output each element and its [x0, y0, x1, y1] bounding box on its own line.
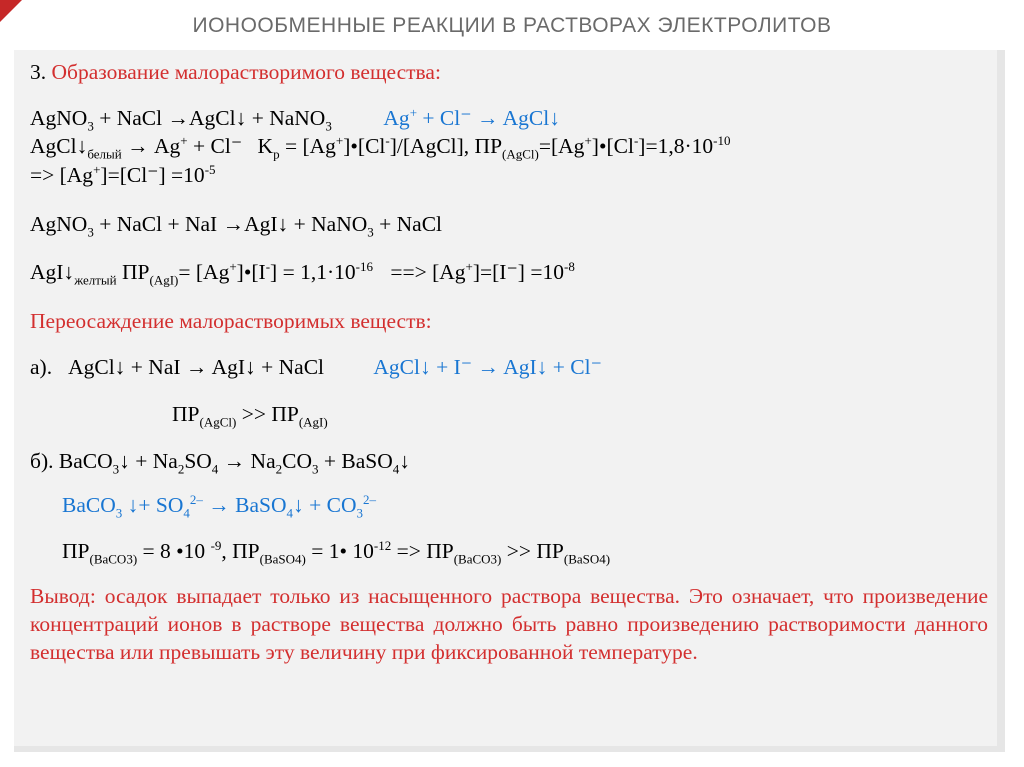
eq-text: CO — [282, 449, 312, 473]
eq-text: AgCl↓ + NaI → AgI↓ + NaCl — [68, 355, 325, 379]
subscript: 2 — [177, 461, 185, 477]
subscript: 3 — [87, 224, 94, 240]
eq-text: ↓ — [399, 449, 410, 473]
superscript: -8 — [563, 258, 575, 274]
eq-text: =[Ag — [538, 134, 585, 158]
pr-comparison-b — [62, 537, 611, 567]
section-number: 3. — [30, 60, 47, 84]
superscript: -12 — [373, 537, 392, 553]
ionic-equation-b — [62, 491, 376, 521]
eq-text: = 8 •10 — [137, 539, 211, 563]
subscript: 4 — [183, 505, 190, 521]
panel-shadow-bottom — [14, 746, 1005, 752]
subscript: 4 — [211, 461, 219, 477]
eq-text: AgCl↓ — [30, 134, 88, 158]
eq-text: K — [257, 134, 274, 158]
eq-text: + BaSO — [318, 449, 393, 473]
eq-text: ПР — [172, 402, 200, 426]
eq-text: + Cl⁻ — [187, 134, 243, 158]
superscript: - — [265, 258, 271, 274]
superscript: + — [180, 132, 188, 148]
eq-text: ==> [Ag — [390, 260, 466, 284]
subscript: желтый — [74, 272, 117, 288]
eq-text: ПР — [116, 260, 150, 284]
eq-text: AgI↓ — [30, 260, 75, 284]
ionic-equation — [383, 106, 560, 130]
superscript: - — [385, 132, 390, 148]
subscript: (AgI) — [298, 414, 328, 430]
eq-text: → Ag — [121, 134, 181, 158]
eq-text: ]=1,8·10 — [638, 134, 714, 158]
conclusion-text: Вывод: осадок выпадает только из насыщенного раствора вещества. Это означает, что произведение концентраций ионов в растворе вещества должно быть равно произведению растворимости данного вещества или превышать эту величину при фиксированной температуре. — [30, 584, 988, 664]
reprecipitation-heading: Переосаждение малорастворимых веществ: — [30, 309, 432, 333]
equation-b — [30, 449, 410, 477]
item-label-a: а). — [30, 355, 53, 379]
subscript: 3 — [87, 118, 94, 134]
slide-title: ИОНООБМЕННЫЕ РЕАКЦИИ В РАСТВОРАХ ЭЛЕКТРОЛИТОВ — [192, 14, 832, 37]
superscript: + — [335, 132, 344, 148]
superscript: + — [465, 258, 473, 274]
equation-agcl-formation — [30, 104, 560, 134]
eq-text: + NaCl →AgCl↓ + NaNO — [93, 106, 326, 130]
eq-text: ↓ + CO — [292, 493, 357, 517]
equation-agcl-concentration — [30, 161, 216, 187]
section-heading-line — [30, 62, 441, 84]
subscript: (BaCO3) — [89, 551, 138, 567]
subscript: 3 — [312, 461, 319, 477]
subscript: (AgCl) — [199, 414, 237, 430]
eq-text: = 1• 10 — [305, 539, 374, 563]
section-heading: Образование малорастворимого вещества: — [51, 60, 441, 84]
equation-agcl-dissociation — [30, 132, 731, 162]
equation-a — [30, 357, 602, 379]
eq-text: ]/[AgCl], ПР — [389, 134, 503, 158]
superscript: -5 — [204, 161, 216, 177]
superscript: + — [93, 161, 101, 177]
eq-text: Ag — [383, 106, 410, 130]
superscript: + — [584, 132, 592, 148]
eq-text: + NaCl + NaI →AgI↓ + NaNO — [93, 212, 368, 236]
subscript: 3 — [367, 224, 374, 240]
pr-comparison-a — [172, 402, 328, 430]
eq-text: ]=[Cl⁻] =10 — [100, 163, 205, 187]
subscript: 4 — [286, 505, 293, 521]
subscript: (BaSO4) — [259, 551, 306, 567]
superscript: -9 — [210, 537, 222, 553]
eq-text: AgNO — [30, 212, 88, 236]
eq-text: , ПР — [221, 539, 260, 563]
eq-text: ПР — [62, 539, 90, 563]
subscript: 3 — [112, 461, 120, 477]
eq-text: ↓+ SO — [122, 493, 184, 517]
superscript: -16 — [355, 258, 373, 274]
eq-text: >> ПР — [501, 539, 564, 563]
subscript: 3 — [115, 505, 123, 521]
eq-text: SO — [184, 449, 212, 473]
superscript: -10 — [713, 132, 731, 148]
superscript: 2– — [189, 491, 203, 507]
superscript: - — [633, 132, 639, 148]
superscript: + — [409, 104, 418, 120]
eq-text: ]•[Cl — [343, 134, 386, 158]
eq-text: + Cl⁻ → AgCl↓ — [417, 106, 560, 130]
eq-text: ↓ + Na — [119, 449, 178, 473]
subscript: 2 — [275, 461, 283, 477]
eq-text: = [Ag — [178, 260, 230, 284]
subscript: 4 — [392, 461, 400, 477]
eq-text: = [Ag — [279, 134, 336, 158]
equation-agi-formation — [30, 212, 443, 240]
eq-text: => [Ag — [30, 163, 94, 187]
subscript: (AgI) — [149, 272, 179, 288]
subscript: белый — [87, 146, 122, 162]
superscript: 2– — [362, 491, 376, 507]
eq-text: => ПР — [391, 539, 454, 563]
subscript: (AgCl) — [502, 146, 539, 162]
eq-text: б). BaCO — [30, 449, 113, 473]
eq-text: → Na — [218, 449, 276, 473]
eq-text: + NaCl — [373, 212, 443, 236]
eq-text: ]=[I⁻] =10 — [472, 260, 564, 284]
subscript: 3 — [325, 118, 332, 134]
equation-agi-solubility — [30, 258, 575, 288]
eq-text: ] = 1,1·10 — [270, 260, 356, 284]
eq-text: >> ПР — [236, 402, 299, 426]
ionic-equation: AgCl↓ + I⁻ → AgI↓ + Cl⁻ — [373, 355, 602, 379]
eq-text: AgNO — [30, 106, 88, 130]
eq-text: ]•[I — [236, 260, 266, 284]
subscript: (BaSO4) — [563, 551, 611, 567]
eq-text: BaCO — [62, 493, 116, 517]
subscript: (BaCO3) — [453, 551, 502, 567]
eq-text: → BaSO — [202, 493, 287, 517]
superscript: + — [229, 258, 237, 274]
subscript: 3 — [356, 505, 363, 521]
panel-shadow-right — [997, 50, 1005, 746]
subscript: p — [273, 146, 280, 162]
eq-text: ]•[Cl — [591, 134, 634, 158]
